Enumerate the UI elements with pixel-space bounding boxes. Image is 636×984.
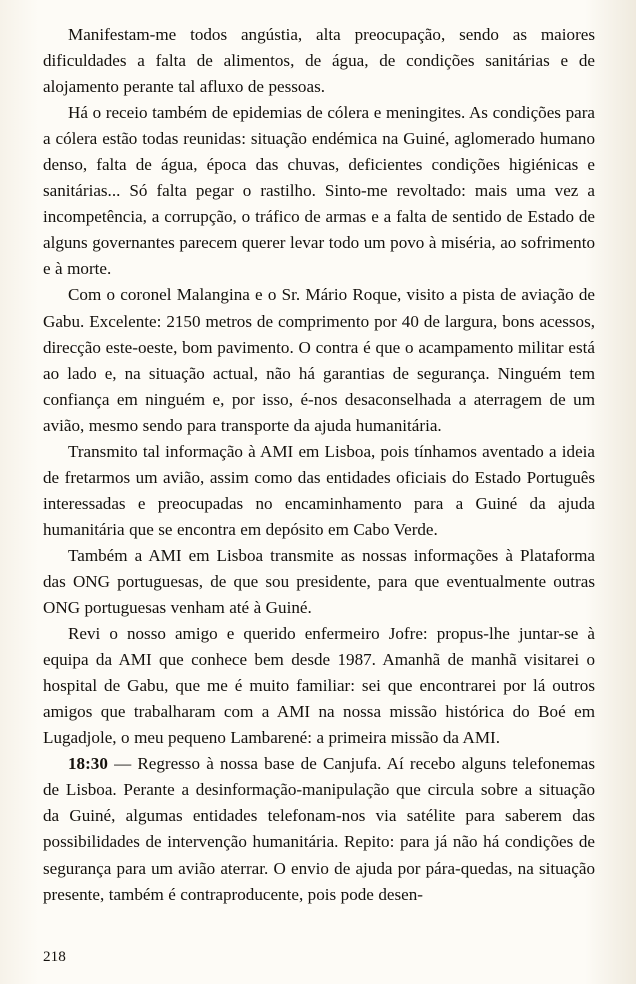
paragraph-2: Há o receio também de epidemias de cólera e meningites. As condições para a cólera estão todas reunidas: situação endémica na Guiné, aglomerado humano denso, falta de água, época das chuvas, deficientes condições higiénicas e sanitárias... Só falta pegar o rastilho. Sinto-me revoltado: mais uma vez a incompetência, a corrupção, o tráfico de armas e a falta de sentido de Estado de alguns governantes parecem querer levar todo um povo à miséria, ao sofrimento e à morte.: [43, 103, 595, 279]
paragraph-1: Manifestam-me todos angústia, alta preocupação, sendo as maiores dificuldades a falta de alimentos, de água, de condições sanitárias e de alojamento perante tal afluxo de pessoas.: [43, 25, 595, 97]
paragraph-7: [43, 751, 595, 907]
paragraph-4: Transmito tal informação à AMI em Lisboa, pois tínhamos aventado a ideia de fretarmos um avião, assim como das entidades oficiais do Estado Português interessadas e preocupadas no encaminhamento para a Guiné da ajuda humanitária que se encontra em depósito em Cabo Verde.: [43, 441, 595, 539]
page-number: 218: [43, 948, 66, 965]
paragraph-7-text: — Regresso à nossa base de Canjufa. Aí recebo alguns telefonemas de Lisboa. Perante a desinformação-manipulação que circula sobre a situação da Guiné, algumas entidades telefonam-nos via satélite para saberem das possibilidades de intervenção humanitária. Repito: para já não há condições de segurança para um avião aterrar. O envio de ajuda por pára-quedas, na situação presente, também é contraproducente, pois pode desen-: [43, 754, 595, 904]
paragraph-3: Com o coronel Malangina e o Sr. Mário Roque, visito a pista de aviação de Gabu. Excelente: 2150 metros de comprimento por 40 de largura, bons acessos, direcção este-oeste, bom pavimento. O contra é que o acampamento militar está ao lado e, na situação actual, não há garantias de segurança. Ninguém tem confiança em ninguém e, por isso, é-nos desaconselhada a aterragem de um avião, mesmo sendo para transporte da ajuda humanitária.: [43, 285, 595, 435]
body-text: [43, 22, 595, 908]
timestamp-label: 18:30: [68, 754, 108, 774]
paragraph-5: Também a AMI em Lisboa transmite as nossas informações à Plataforma das ONG portuguesas, de que sou presidente, para que eventualmente outras ONG portuguesas venham até à Guiné.: [43, 545, 595, 618]
paragraph-6: Revi o nosso amigo e querido enfermeiro Jofre: propus-lhe juntar-se à equipa da AMI que conhece bem desde 1987. Amanhã de manhã visitarei o hospital de Gabu, que me é muito familiar: sei que encontrarei por lá outros amigos que trabalharam com a AMI na nossa missão histórica do Boé em Lugadjole, o meu pequeno Lambarené: a primeira missão da AMI.: [43, 624, 595, 748]
